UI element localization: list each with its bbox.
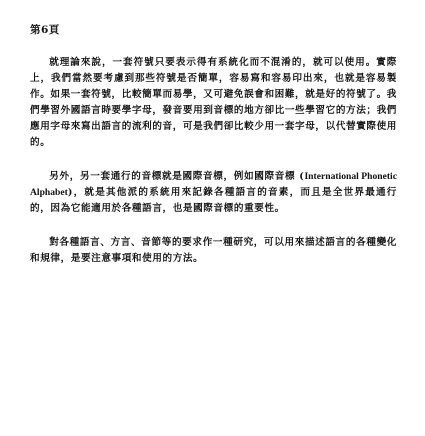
page-number: 第6頁	[30, 24, 60, 36]
paragraph-2-text-before: 另外，另一套通行的音標就是國際音標，例如國際音標 (	[49, 171, 305, 182]
paragraph-2-latin-term: International Phonetic Alphabet	[30, 171, 397, 198]
paragraph-3: 對各種語言、方言、音節等的要求作一種研究，可以用來描述語言的各種變化和規律，是要注意事項和使用的方法。	[30, 237, 397, 264]
paragraph-2-text-after: )，就是其他派的系統用來記錄各種語言的音素，而且是全世界最通行的，因為它能適用於各種語言，也是國際音標的重要性。	[30, 187, 397, 214]
paragraph-2	[30, 169, 397, 217]
paragraph-1: 就理論來說，一套符號只要表示得有系統化而不混淆的，就可以使用。實際上，我們當然要考慮到那些符號是否簡單，容易寫和容易印出來，也就是容易製作。如果一套符號，比較簡單而易學，又可避免誤會和困難，就是好的符號了。我們學習外國語言時要學字母，發音要用到音標的地方卻比一些學習它的方法；我們應用字母來寫出語言的流利的音，可是我們卻比較少用一套字母，以代替實際使用的。	[30, 57, 397, 148]
